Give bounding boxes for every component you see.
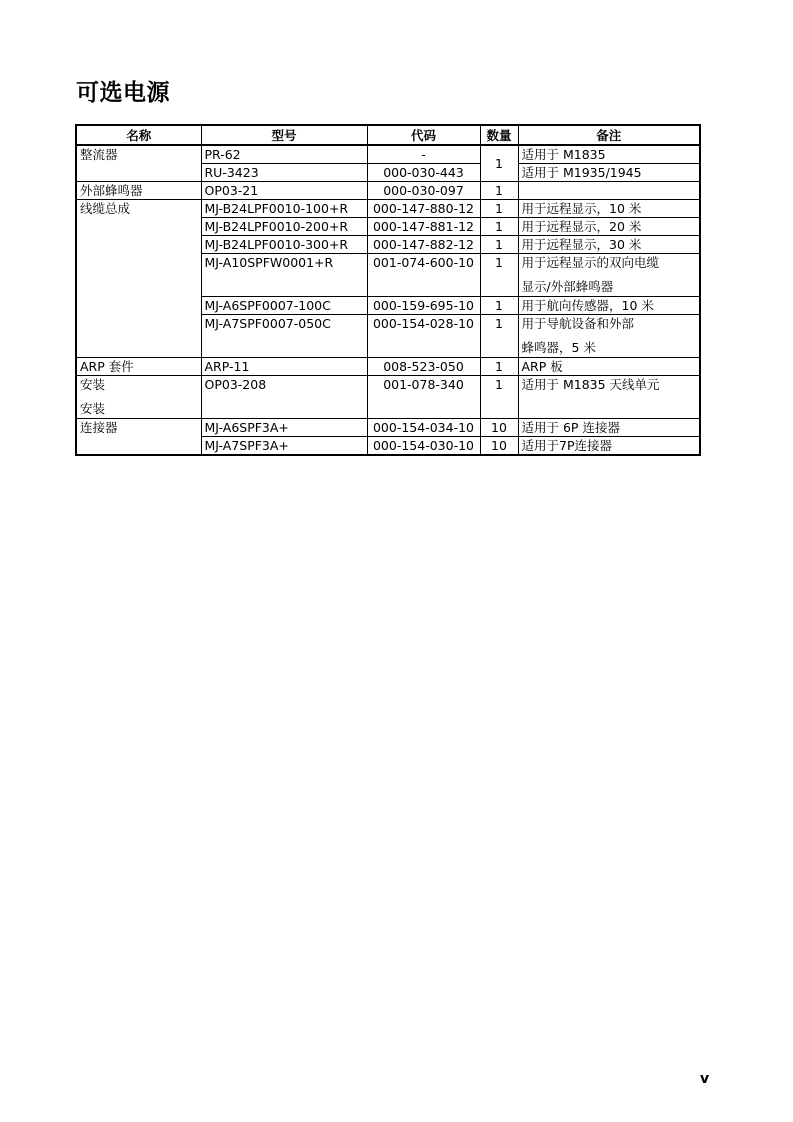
table-header-row <box>76 125 700 145</box>
cell-remark: 用于远程显示，20 米 <box>518 218 700 236</box>
cell-qty: 1 <box>480 145 518 182</box>
cell-code: 000-030-443 <box>367 164 480 182</box>
options-table <box>75 124 701 456</box>
cell-model: MJ-B24LPF0010-300+R <box>201 236 367 254</box>
name-line-1: 安装 <box>80 377 106 392</box>
page-title: 可选电源 <box>76 80 170 106</box>
cell-model: OP03-21 <box>201 182 367 200</box>
cell-qty: 1 <box>480 182 518 200</box>
cell-model: PR-62 <box>201 145 367 164</box>
cell-model: MJ-B24LPF0010-200+R <box>201 218 367 236</box>
cell-remark: 适用于 6P 连接器 <box>518 419 700 437</box>
cell-code: 001-074-600-10 <box>367 254 480 297</box>
cell-code: - <box>367 145 480 164</box>
cell-code: 000-147-881-12 <box>367 218 480 236</box>
table-row <box>76 200 700 218</box>
cell-code: 000-154-030-10 <box>367 437 480 456</box>
table-row <box>76 419 700 437</box>
cell-qty: 1 <box>480 254 518 297</box>
cell-code: 000-030-097 <box>367 182 480 200</box>
cell-name: 整流器 <box>76 145 201 182</box>
cell-remark: 适用于7P连接器 <box>518 437 700 456</box>
header-model: 型号 <box>201 125 367 145</box>
cell-name: 线缆总成 <box>76 200 201 358</box>
cell-model: RU-3423 <box>201 164 367 182</box>
remark-line-2: 蜂鸣器，5 米 <box>521 340 596 355</box>
cell-code: 001-078-340 <box>367 376 480 419</box>
cell-model: MJ-A6SPF0007-100C <box>201 297 367 315</box>
remark-line-2: 显示/外部蜂鸣器 <box>521 279 614 294</box>
table-row <box>76 182 700 200</box>
cell-remark <box>518 315 700 358</box>
cell-model: MJ-A10SPFW0001+R <box>201 254 367 297</box>
cell-remark <box>518 182 700 200</box>
cell-model: MJ-A6SPF3A+ <box>201 419 367 437</box>
cell-remark: 用于远程显示，30 米 <box>518 236 700 254</box>
cell-model: ARP-11 <box>201 358 367 376</box>
name-line-2: 安装 <box>80 401 106 416</box>
cell-remark <box>518 254 700 297</box>
cell-code: 000-147-882-12 <box>367 236 480 254</box>
cell-code: 008-523-050 <box>367 358 480 376</box>
header-remark: 备注 <box>518 125 700 145</box>
cell-remark: 适用于 M1835 天线单元 <box>518 376 700 419</box>
cell-model: MJ-A7SPF3A+ <box>201 437 367 456</box>
cell-model: OP03-208 <box>201 376 367 419</box>
cell-name <box>76 376 201 419</box>
cell-qty: 10 <box>480 419 518 437</box>
remark-line-1: 用于远程显示的双向电缆 <box>521 255 660 270</box>
cell-code: 000-154-034-10 <box>367 419 480 437</box>
cell-remark: ARP 板 <box>518 358 700 376</box>
cell-code: 000-159-695-10 <box>367 297 480 315</box>
header-qty: 数量 <box>480 125 518 145</box>
cell-name: 连接器 <box>76 419 201 456</box>
cell-name: 外部蜂鸣器 <box>76 182 201 200</box>
cell-qty: 1 <box>480 358 518 376</box>
cell-qty: 1 <box>480 218 518 236</box>
page-number: v <box>700 1071 710 1087</box>
cell-qty: 1 <box>480 200 518 218</box>
cell-qty: 1 <box>480 315 518 358</box>
cell-code: 000-154-028-10 <box>367 315 480 358</box>
cell-code: 000-147-880-12 <box>367 200 480 218</box>
cell-remark: 用于远程显示，10 米 <box>518 200 700 218</box>
cell-model: MJ-A7SPF0007-050C <box>201 315 367 358</box>
cell-remark: 用于航向传感器，10 米 <box>518 297 700 315</box>
header-name: 名称 <box>76 125 201 145</box>
cell-name: ARP 套件 <box>76 358 201 376</box>
cell-remark: 适用于 M1835 <box>518 145 700 164</box>
table-row <box>76 145 700 164</box>
remark-line-1: 用于导航设备和外部 <box>521 316 635 331</box>
cell-qty: 1 <box>480 297 518 315</box>
cell-model: MJ-B24LPF0010-100+R <box>201 200 367 218</box>
cell-remark: 适用于 M1935/1945 <box>518 164 700 182</box>
header-code: 代码 <box>367 125 480 145</box>
table-row <box>76 358 700 376</box>
cell-qty: 1 <box>480 376 518 419</box>
table-row <box>76 376 700 419</box>
cell-qty: 1 <box>480 236 518 254</box>
cell-qty: 10 <box>480 437 518 456</box>
